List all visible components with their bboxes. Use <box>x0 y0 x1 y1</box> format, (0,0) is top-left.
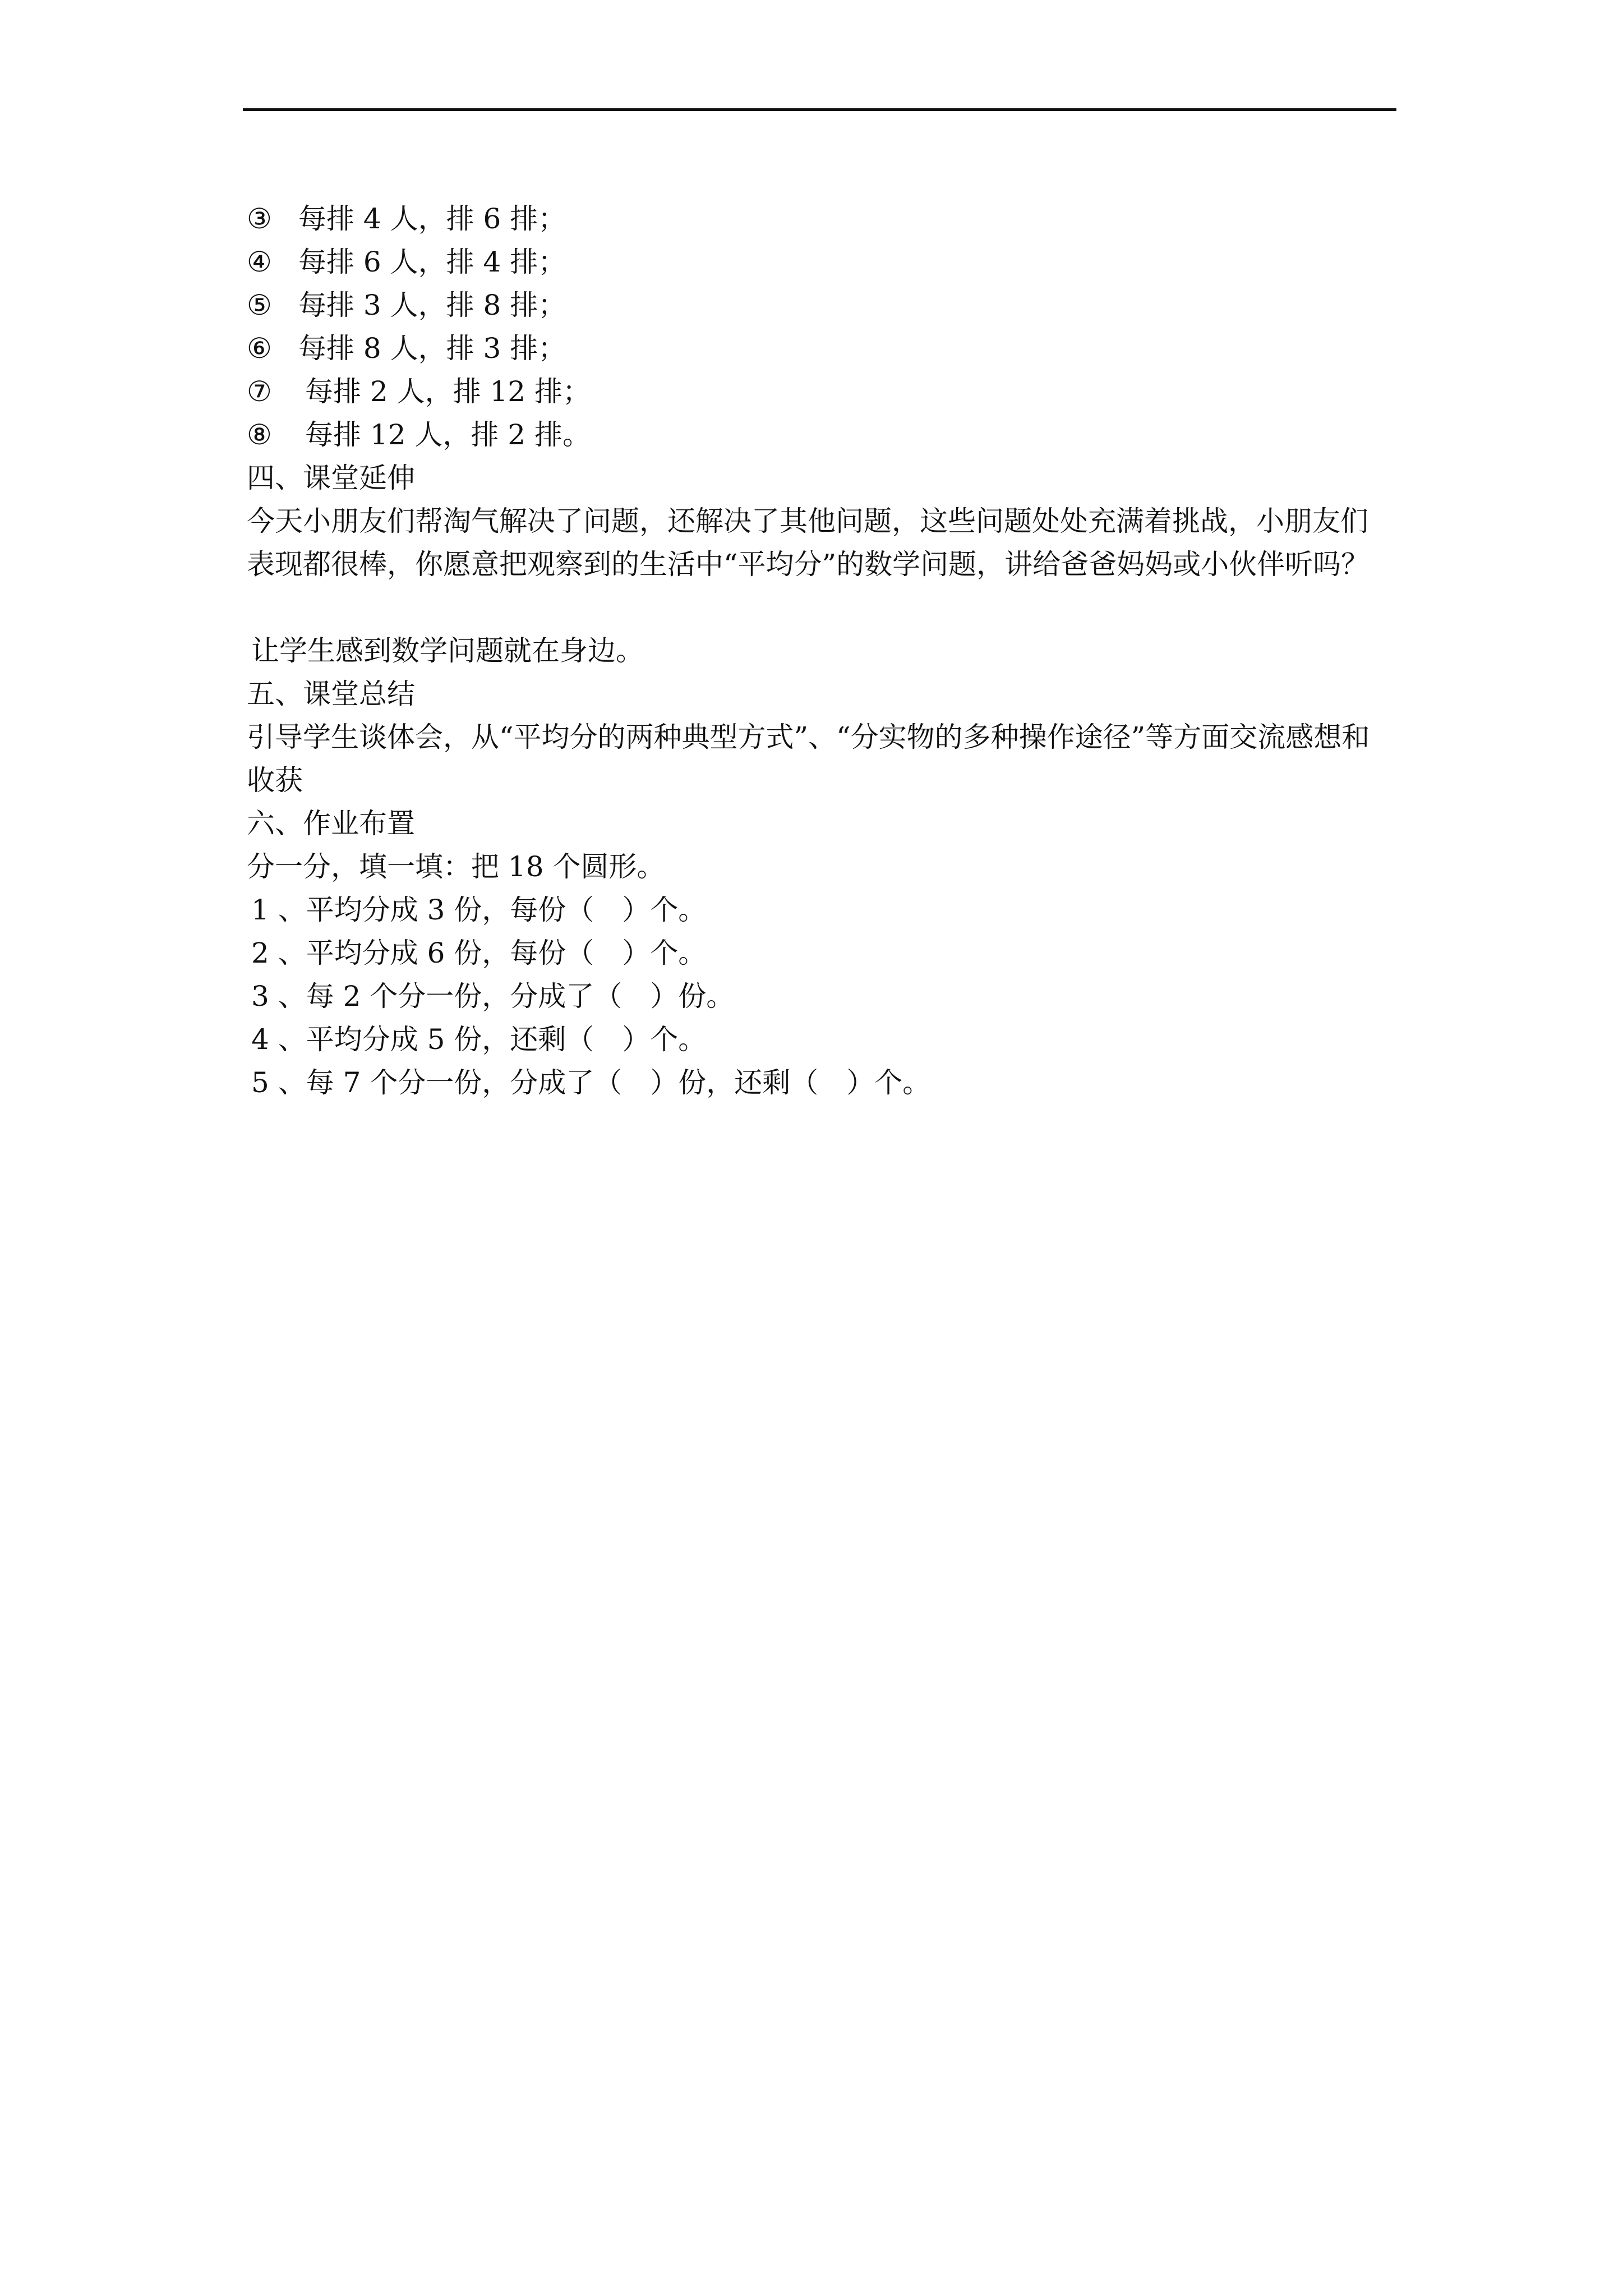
item-marker: ④ <box>247 246 272 278</box>
paragraph-line: 今天小朋友们帮淘气解决了问题，还解决了其他问题，这些问题处处充满着挑战，小朋友们 <box>247 505 1368 537</box>
arrangement-item <box>247 287 1402 323</box>
homework-item: 3 、每 2 个分一份，分成了（ ）份。 <box>251 980 735 1013</box>
header-rule <box>243 108 1396 111</box>
item-marker: ⑧ <box>247 418 272 451</box>
arrangement-item <box>247 330 1402 366</box>
homework-item: 4 、平均分成 5 份，还剩（ ）个。 <box>251 1023 707 1056</box>
homework-intro: 分一分，填一填：把 18 个圆形。 <box>247 850 665 883</box>
arrangement-item <box>247 244 1402 280</box>
homework-item: 2 、平均分成 6 份，每份（ ）个。 <box>251 937 707 969</box>
section-heading: 四、课堂延伸 <box>247 462 415 494</box>
note-line: 让学生感到数学问题就在身边。 <box>251 634 644 667</box>
arrangement-item <box>247 374 1402 409</box>
homework-item: 5 、每 7 个分一份，分成了（ ）份，还剩（ ）个。 <box>251 1066 931 1099</box>
item-text: 每排 6 人，排 4 排； <box>298 246 566 278</box>
item-text: 每排 8 人，排 3 排； <box>298 332 566 365</box>
paragraph-line: 收获 <box>247 764 303 797</box>
item-marker: ③ <box>247 203 272 235</box>
item-text: 每排 4 人，排 6 排； <box>298 203 566 235</box>
section-heading: 五、课堂总结 <box>247 678 415 710</box>
item-text: 每排 2 人，排 12 排； <box>305 375 591 408</box>
paragraph-line: 引导学生谈体会，从“平均分的两种典型方式”、“分实物的多种操作途径”等方面交流感想和 <box>247 721 1370 753</box>
item-text: 每排 12 人，排 2 排。 <box>305 418 591 451</box>
item-marker: ⑤ <box>247 289 272 321</box>
item-text: 每排 3 人，排 8 排； <box>298 289 566 321</box>
paragraph-line: 表现都很棒，你愿意把观察到的生活中“平均分”的数学问题，讲给爸爸妈妈或小伙伴听吗？ <box>247 548 1370 581</box>
arrangement-item <box>247 201 1402 237</box>
arrangement-item <box>247 417 1402 453</box>
section-heading: 六、作业布置 <box>247 807 415 840</box>
homework-item: 1 、平均分成 3 份，每份（ ）个。 <box>251 894 707 926</box>
item-marker: ⑥ <box>247 332 272 365</box>
item-marker: ⑦ <box>247 375 272 408</box>
